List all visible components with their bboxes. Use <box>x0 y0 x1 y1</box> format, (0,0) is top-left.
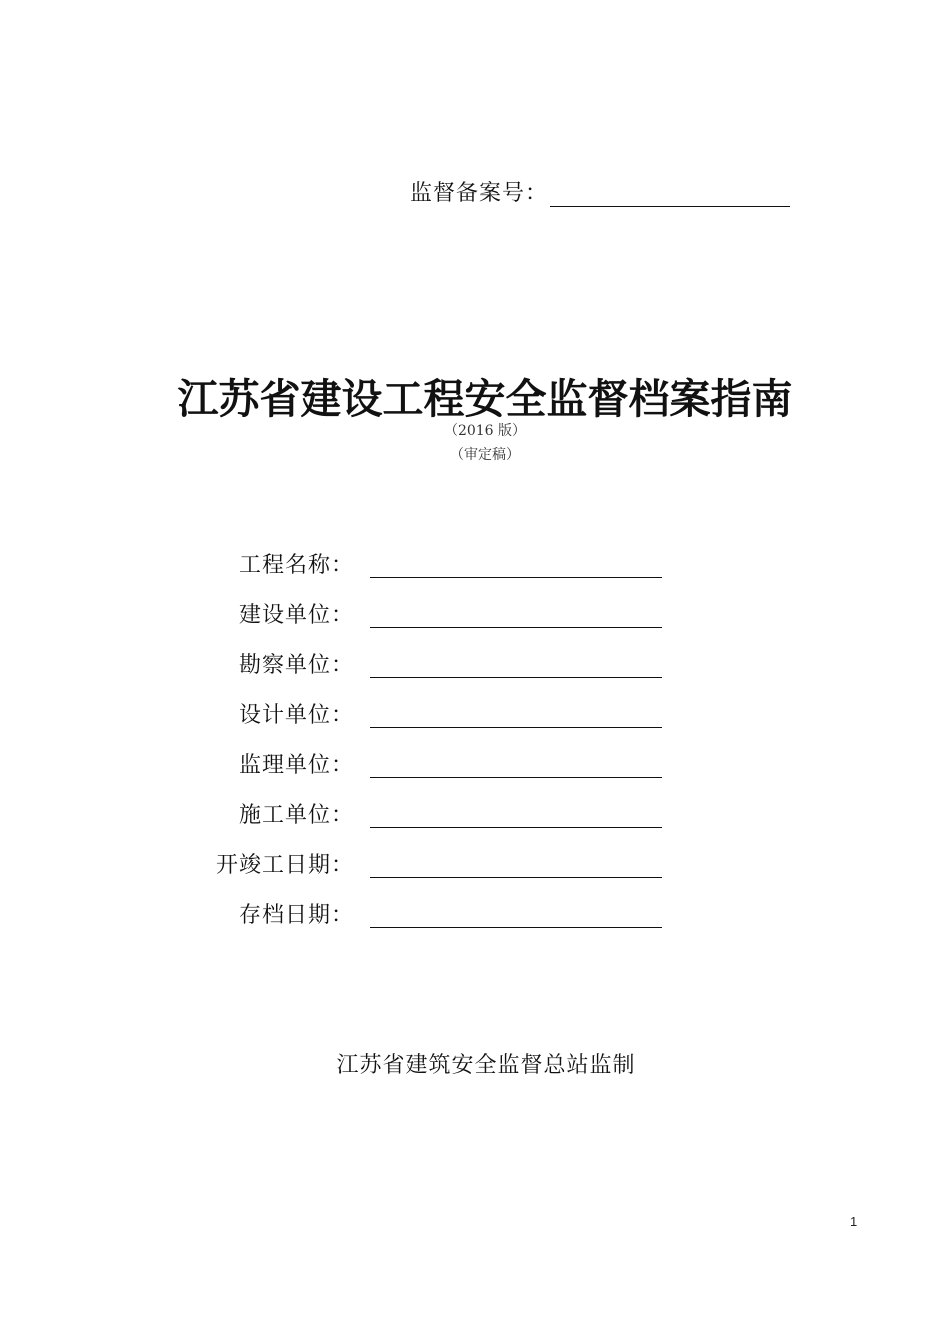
status-note: （审定稿） <box>450 447 520 463</box>
field-design-unit <box>0 698 950 734</box>
field-label: 存档日期： <box>238 903 354 928</box>
field-contractor-unit <box>0 798 950 834</box>
field-construction-unit <box>0 598 950 634</box>
field-blank[interactable] <box>370 577 662 578</box>
field-label: 勘察单位： <box>238 653 354 678</box>
field-blank[interactable] <box>370 627 662 628</box>
field-supervision-unit <box>0 748 950 784</box>
record-number-field <box>410 176 790 207</box>
field-blank[interactable] <box>370 677 662 678</box>
field-label: 开竣工日期： <box>215 853 354 878</box>
field-label: 设计单位： <box>238 703 354 728</box>
field-blank[interactable] <box>370 727 662 728</box>
field-label: 施工单位： <box>238 803 354 828</box>
field-blank[interactable] <box>370 877 662 878</box>
issuing-organization: 江苏省建筑安全监督总站监制 <box>336 1053 636 1078</box>
field-project-name <box>0 548 950 584</box>
field-blank[interactable] <box>370 777 662 778</box>
field-archive-date <box>0 898 950 934</box>
field-label: 工程名称： <box>238 553 354 578</box>
field-label: 建设单位： <box>238 603 354 628</box>
field-label: 监理单位： <box>238 753 354 778</box>
field-blank[interactable] <box>370 927 662 928</box>
field-blank[interactable] <box>370 827 662 828</box>
edition-note: （2016 版） <box>443 423 527 439</box>
record-number-blank[interactable] <box>550 180 790 207</box>
record-number-label: 监督备案号： <box>410 181 549 206</box>
field-survey-unit <box>0 648 950 684</box>
page-number: 1 <box>850 1214 858 1229</box>
document-title: 江苏省建设工程安全监督档案指南 <box>177 375 793 423</box>
field-start-completion-date <box>0 848 950 884</box>
